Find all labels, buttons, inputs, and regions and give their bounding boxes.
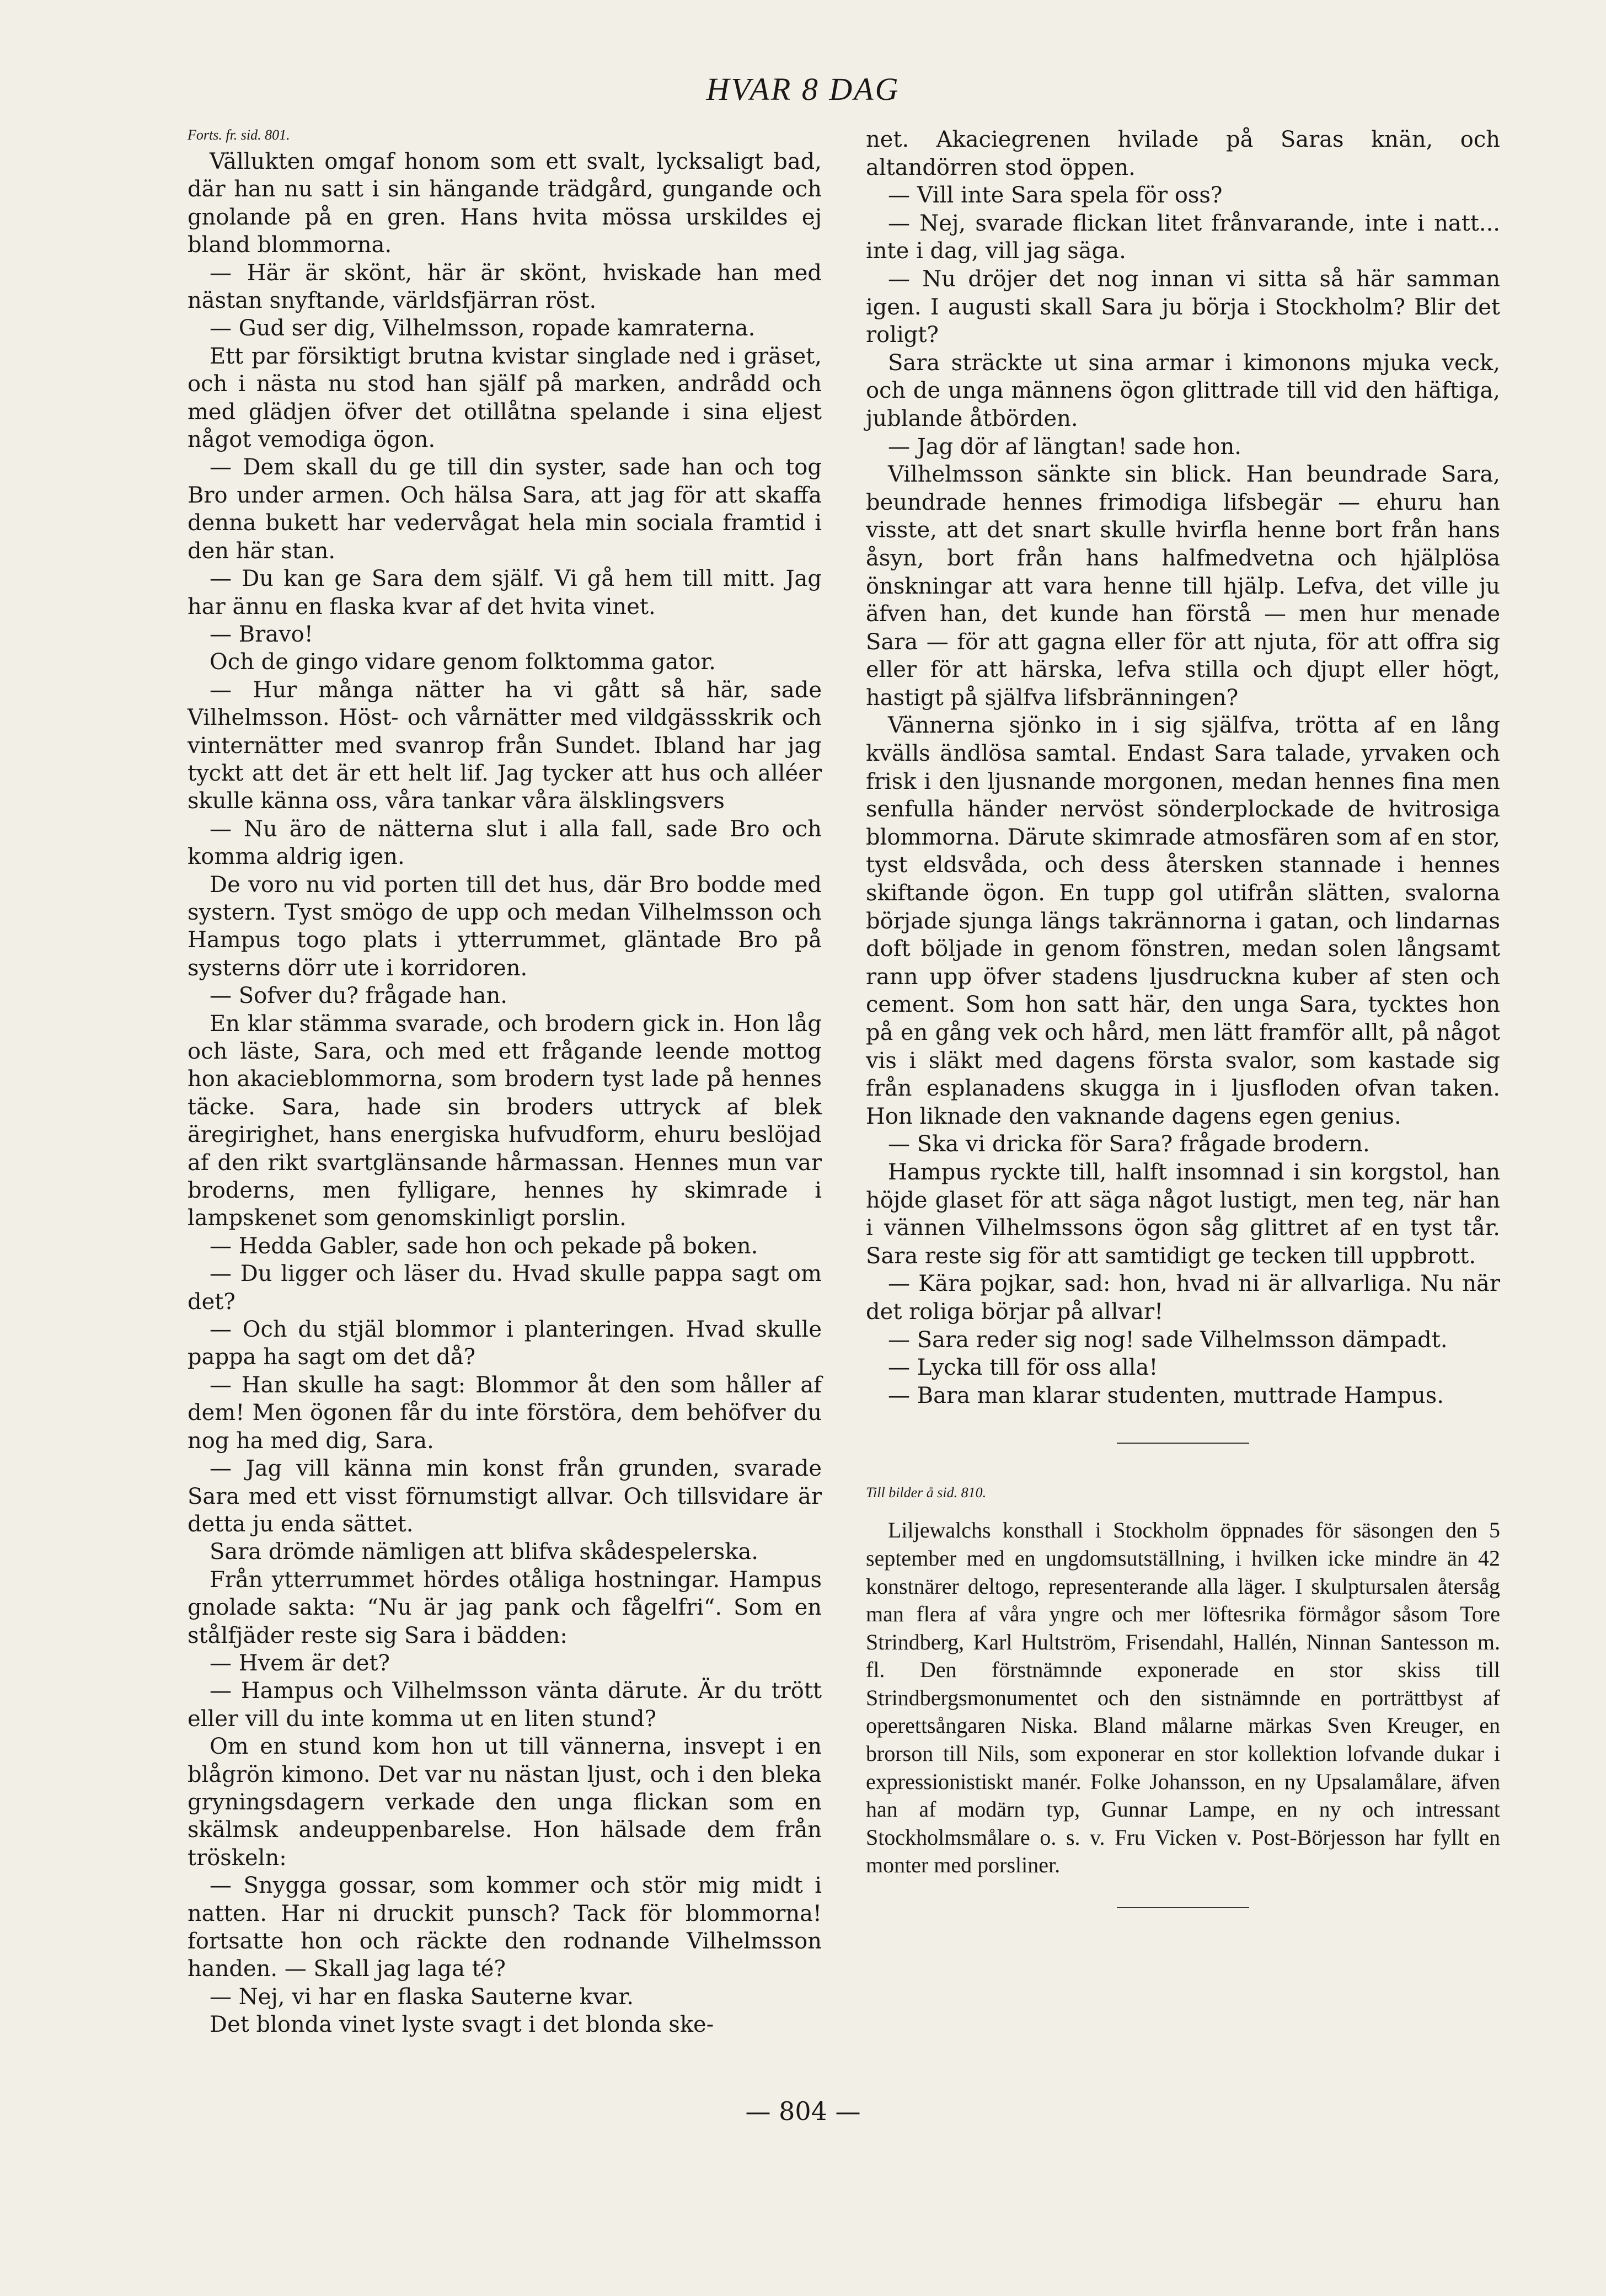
- paragraph: Vännerna sjönko in i sig själfva, trötta af en lång kvälls ändlösa samtal. Endast Sara talade, yrvaken och frisk i den ljusnande morgonen, medan hennes fina men senfulla händer nervöst sönderplockade de hvitrosiga blommorna. Därute skimrade atmosfären som af en stor, tyst eldsvåda, och dess återsken stannade i hennes skiftande ögon. En tupp gol utifrån slätten, svalorna började sjunga längs takrännorna i gatan, och lindarnas doft böljade in genom fönstren, medan solen långsamt rann upp öfver stadens ljusdruckna kuber af sten och cement. Som hon satt här, den unga Sara, tycktes hon på en gång vek och hård, men lätt framför allt, på något vis i släkt med dagens första svalor, som kastade sig från esplanadens skugga in i ljusfloden ofvan taken. Hon liknade den vaknande dagens egen genius.: [866, 713, 1500, 1129]
- paragraph: — Bravo!: [210, 621, 313, 647]
- paragraph: — Hedda Gabler, sade hon och pekade på boken.: [210, 1233, 758, 1259]
- caption-text: Liljewalchs konsthall i Stockholm öppnades för säsongen den 5 september med en ungdomsutställning, i hvilken icke mindre än 42 konstnärer deltogo, representerande alla läger. I skulptursalen återsåg man flera af våra yngre och mer löftesrika förmågor såsom Tore Strindberg, Karl Hultström, Frisendahl, Hallén, Ninnan Santesson m. fl. Den förstnämnde exponerade en stor skiss till Strindbergsmonumentet och den sistnämnde en porträttbyst af operettsångaren Niska. Bland målarne märkas Sven Kreuger, en brorson till Nils, som exponerar en stor kollektion lofvande dukar i expressionistiskt manér. Folke Johansson, en ny Upsalamålare, äfven han af modärn typ, Gunnar Lampe, en ny och intressant Stockholmsmålare o. s. v. Fru Vicken v. Post-Börjesson har fyllt en monter med porsliner.: [866, 1518, 1500, 1878]
- paragraph: — Snygga gossar, som kommer och stör mig midt i natten. Har ni druckit punsch? Tack för blommorna! fortsatte hon och räckte den rodnande Vilhelmsson handen. — Skall jag laga té?: [188, 1873, 822, 1982]
- paragraph: — Nu dröjer det nog innan vi sitta så här samman igen. I augusti skall Sara ju börja i Stockholm? Blir det roligt?: [866, 266, 1500, 348]
- paragraph: Och de gingo vidare genom folktomma gator.: [210, 649, 716, 675]
- paragraph: — Du ligger och läser du. Hvad skulle pappa sagt om det?: [188, 1261, 822, 1315]
- paragraph: — Och du stjäl blommor i planteringen. Hvad skulle pappa ha sagt om det då?: [188, 1317, 822, 1370]
- page-number: — 804 —: [745, 2096, 861, 2126]
- paragraph: net. Akaciegrenen hvilade på Saras knän, och altandörren stod öppen.: [866, 127, 1500, 180]
- paragraph: Från ytterrummet hördes otåliga hostningar. Hampus gnolade sakta: “Nu är jag pank och fågelfri“. Som en stålfjäder reste sig Sara i bädden:: [188, 1567, 822, 1648]
- paragraph: — Han skulle ha sagt: Blommor åt den som håller af dem! Men ögonen får du inte förstöra, dem behöfver du nog ha med dig, Sara.: [188, 1372, 822, 1454]
- paragraph: — Vill inte Sara spela för oss?: [888, 183, 1223, 209]
- paragraph: — Jag dör af längtan! sade hon.: [888, 434, 1241, 460]
- magazine-title: HVAR 8 DAG: [706, 71, 900, 107]
- paragraph: Om en stund kom hon ut till vännerna, insvept i en blågrön kimono. Det var nu nästan ljust, och i den bleka gryningsdagern verkade den unga flickan som en skälmsk andeuppenbarelse. Hon hälsade dem från tröskeln:: [188, 1734, 822, 1871]
- paragraph: Hampus ryckte till, halft insomnad i sin korgstol, han höjde glaset för att säga något lustigt, men teg, när han i vännen Vilhelmssons ögon såg glittret af en tyst tår. Sara reste sig för att samtidigt ge tecken till uppbrott.: [866, 1159, 1500, 1269]
- paragraph: — Sofver du? frågade han.: [210, 983, 507, 1009]
- paragraph: De voro nu vid porten till det hus, där Bro bodde med systern. Tyst smögo de upp och medan Vilhelmsson och Hampus togo plats i ytterrummet, gläntade Bro på systerns dörr ute i korridoren.: [188, 872, 822, 981]
- paragraph: — Ska vi dricka för Sara? frågade brodern.: [888, 1131, 1370, 1157]
- paragraph: Sara sträckte ut sina armar i kimonons mjuka veck, och de unga männens ögon glittrade till vid den häftiga, jublande åtbörden.: [866, 350, 1500, 431]
- paragraph: Det blonda vinet lyste svagt i det blonda ske-: [210, 2012, 714, 2038]
- paragraph: — Du kan ge Sara dem själf. Vi gå hem till mitt. Jag har ännu en flaska kvar af det hvita vinet.: [188, 566, 822, 620]
- paragraph: — Dem skall du ge till din syster, sade han och tog Bro under armen. Och hälsa Sara, att jag för att skaffa denna bukett har vedervågat hela min sociala framtid i den här stan.: [188, 455, 822, 564]
- paragraph: — Hur många nätter ha vi gått så här, sade Vilhelmsson. Höst- och vårnätter med vildgässskrik och vinternätter med svanrop från Sundet. Ibland har jag tyckt att det är ett helt lif. Jag tycker att hus och alléer skulle känna oss, våra tankar våra älsklingsvers: [188, 677, 822, 814]
- continuation-note: Forts. fr. sid. 801.: [188, 127, 290, 143]
- paragraph: — Jag vill känna min konst från grunden, svarade Sara med ett visst förnumstigt allvar. Och tillsvidare är detta ju enda sättet.: [188, 1456, 822, 1537]
- paragraph: Vilhelmsson sänkte sin blick. Han beundrade Sara, beundrade hennes frimodiga lifsbegär — ehuru han visste, att det snart skulle hvirfla henne bort från hans åsyn, bort från hans halfmedvetna och hjälplösa önskningar att vara henne till hjälp. Lefva, det ville ju äfven han, det kunde han förstå — men hur menade Sara — för att gagna eller för att njuta, för att offra sig eller för att härska, lefva stilla och djupt eller högt, hastigt på själfva lifsbränningen?: [866, 462, 1500, 711]
- paragraph: — Bara man klarar studenten, muttrade Hampus.: [888, 1382, 1444, 1408]
- page-header: [0, 71, 1606, 108]
- section-divider: [1117, 1907, 1249, 1908]
- paragraph: Vällukten omgaf honom som ett svalt, lycksaligt bad, där han nu satt i sin hängande trädgård, gungande och gnolande på en gren. Hans hvita mössa urskildes ej bland blommorna.: [188, 149, 822, 258]
- left-column: [188, 126, 822, 2039]
- paragraph: — Hampus och Vilhelmsson vänta därute. Är du trött eller vill du inte komma ut en liten stund?: [188, 1678, 822, 1732]
- paragraph: — Kära pojkar, sad: hon, hvad ni är allvarliga. Nu när det roliga börjar på allvar!: [866, 1271, 1500, 1325]
- paragraph: — Nej, svarade flickan litet frånvarande, inte i natt... inte i dag, vill jag säga.: [866, 210, 1500, 264]
- caption-note: Till bilder å sid. 810.: [866, 1485, 987, 1501]
- paragraph: — Nu äro de nätterna slut i alla fall, sade Bro och komma aldrig igen.: [188, 816, 822, 870]
- paragraph: Ett par försiktigt brutna kvistar singlade ned i gräset, och i nästa nu stod han själf på marken, andrådd och med glädjen öfver det otillåtna spelande i sina eljest något vemodiga ögon.: [188, 343, 822, 453]
- paragraph: En klar stämma svarade, och brodern gick in. Hon låg och läste, Sara, och med ett frågande leende mottog hon akacieblommorna, som brodern tyst lade på hennes täcke. Sara, hade sin broders uttryck af blek äregirighet, hans energiska hufvudform, ehuru beslöjad af den rikt svartglänsande hårmassan. Hennes mun var broderns, men fylligare, hennes hy skimrade i lampskenet som genomskinligt porslin.: [188, 1011, 822, 1231]
- paragraph: — Nej, vi har en flaska Sauterne kvar.: [210, 1984, 634, 2010]
- paragraph: — Gud ser dig, Vilhelmsson, ropade kamraterna.: [210, 316, 756, 341]
- section-divider: [1117, 1443, 1249, 1444]
- paragraph: Sara drömde nämligen att blifva skådespelerska.: [210, 1539, 759, 1565]
- paragraph: — Lycka till för oss alla!: [888, 1355, 1158, 1381]
- paragraph: — Sara reder sig nog! sade Vilhelmsson dämpadt.: [888, 1327, 1448, 1353]
- paragraph: — Här är skönt, här är skönt, hviskade han med nästan snyftande, världsfjärran röst.: [188, 260, 822, 314]
- paragraph: — Hvem är det?: [210, 1650, 390, 1676]
- right-column: [866, 126, 1500, 1908]
